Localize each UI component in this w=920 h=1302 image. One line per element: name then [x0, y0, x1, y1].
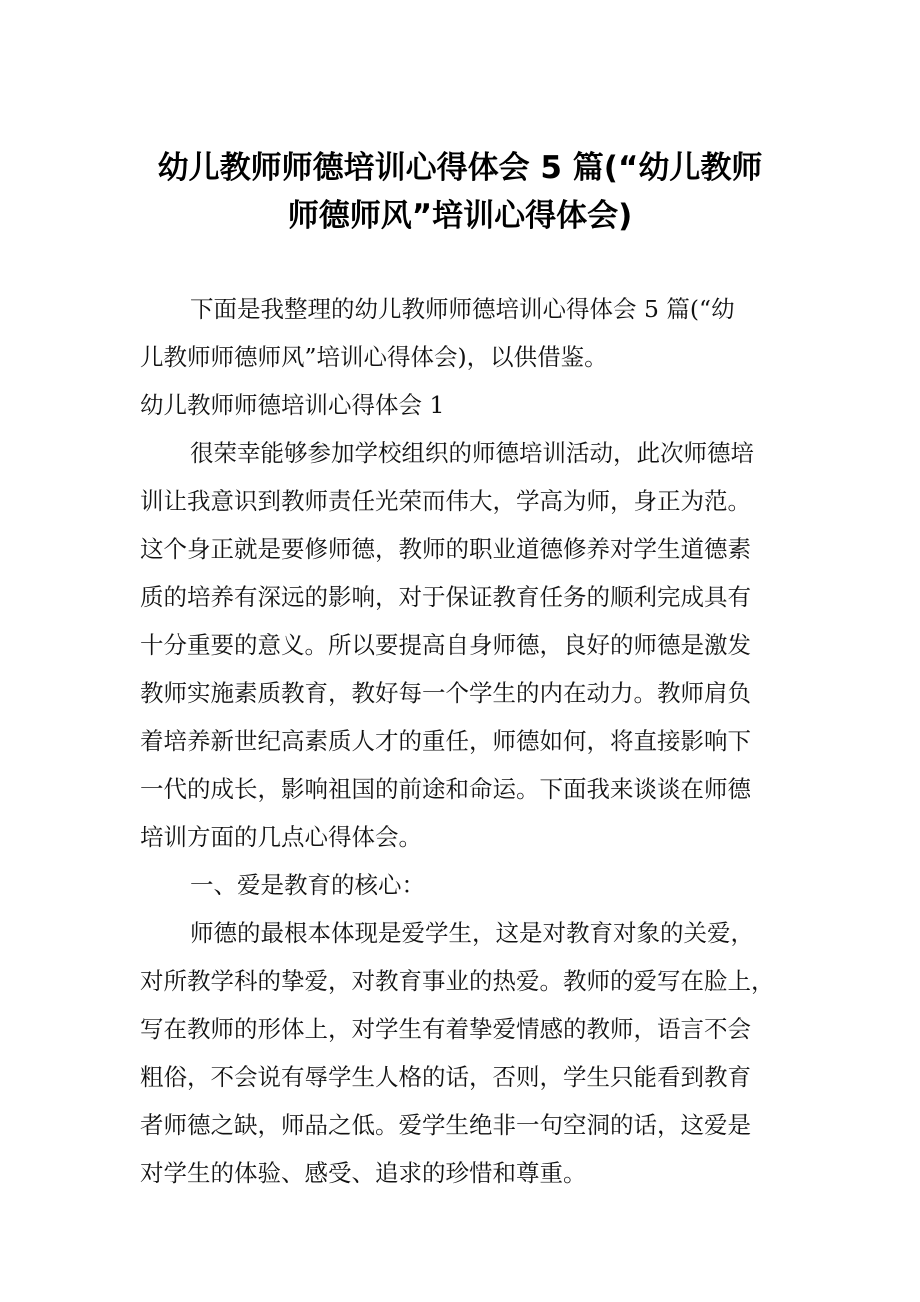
paragraph-2-line: 者师德之缺，师品之低。爱学生绝非一句空洞的话，这爱是	[140, 1111, 751, 1139]
paragraph-2-line: 写在教师的形体上，对学生有着挚爱情感的教师，语言不会	[140, 1015, 751, 1043]
paragraph-1-line: 培训方面的几点心得体会。	[140, 823, 422, 851]
intro-line-2: 儿教师师德师风”培训心得体会)，以供借鉴。	[140, 343, 608, 371]
paragraph-1-line: 着培养新世纪高素质人才的重任，师德如何，将直接影响下	[140, 727, 751, 755]
paragraph-1-line: 很荣幸能够参加学校组织的师德培训活动，此次师德培	[190, 439, 754, 467]
paragraph-1-line: 一代的成长，影响祖国的前途和命运。下面我来谈谈在师德	[140, 775, 751, 803]
paragraph-2-line: 对学生的体验、感受、追求的珍惜和尊重。	[140, 1159, 587, 1187]
paragraph-1-line: 质的培养有深远的影响，对于保证教育任务的顺利完成具有	[140, 583, 751, 611]
paragraph-1-line: 十分重要的意义。所以要提高自身师德，良好的师德是激发	[140, 631, 751, 659]
paragraph-1-line: 这个身正就是要修师德，教师的职业道德修养对学生道德素	[140, 535, 751, 563]
title-line-1: 幼儿教师师德培训心得体会 5 篇(“幼儿教师	[157, 150, 763, 186]
intro-paragraph	[140, 285, 790, 381]
paragraph-2	[140, 909, 790, 1197]
paragraph-1	[140, 429, 790, 861]
title-line-2: 师德师风”培训心得体会)	[287, 198, 633, 234]
paragraph-2-line: 粗俗，不会说有辱学生人格的话，否则，学生只能看到教育	[140, 1063, 751, 1091]
paragraph-2-line: 对所教学科的挚爱，对教育事业的热爱。教师的爱写在脸上，	[140, 967, 775, 995]
paragraph-2-line: 师德的最根本体现是爱学生，这是对教育对象的关爱，	[190, 919, 754, 947]
paragraph-1-line: 训让我意识到教师责任光荣而伟大，学高为师，身正为范。	[140, 487, 751, 515]
document-title	[140, 142, 780, 238]
subheading: 一、爱是教育的核心：	[190, 871, 425, 899]
paragraph-1-line: 教师实施素质教育，教好每一个学生的内在动力。教师肩负	[140, 679, 751, 707]
document-body	[140, 285, 790, 1197]
section-heading: 幼儿教师师德培训心得体会 1	[140, 391, 445, 419]
intro-line-1: 下面是我整理的幼儿教师师德培训心得体会 5 篇(“幼	[190, 295, 735, 323]
